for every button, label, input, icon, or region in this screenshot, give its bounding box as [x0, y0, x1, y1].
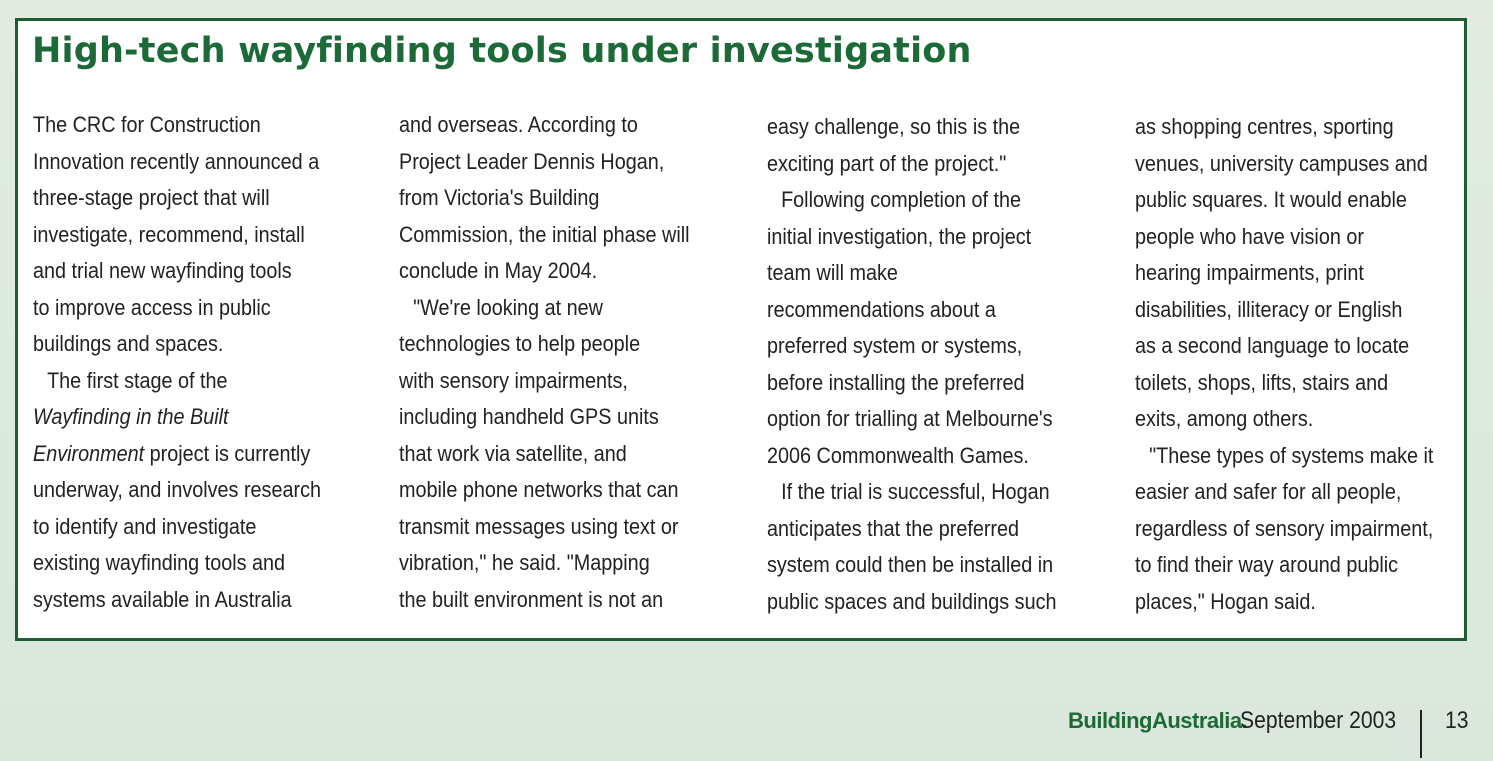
text-line: buildings and spaces. [33, 331, 224, 356]
text-line: anticipates that the preferred [767, 515, 1020, 541]
text-line: 2006 Commonwealth Games. [767, 442, 1029, 468]
text-line: disabilities, illiteracy or English [1135, 296, 1403, 322]
issue-date: September 2003 [1240, 707, 1397, 734]
article-column-2 [399, 107, 707, 618]
text-line: initial investigation, the project [767, 223, 1032, 249]
text-line: Project Leader Dennis Hogan, [399, 148, 665, 174]
footer-divider [1420, 710, 1422, 758]
text-line: that work via satellite, and [399, 440, 627, 466]
text-line: including handheld GPS units [399, 404, 659, 429]
text-line: transmit messages using text or [399, 513, 679, 539]
text-line: preferred system or systems, [767, 333, 1023, 358]
article-headline: High-tech wayfinding tools under investigation [32, 31, 972, 71]
text-line: "We're looking at new [413, 294, 603, 320]
text-line: The first stage of the [47, 367, 228, 393]
text-line: exciting part of the project." [767, 150, 1007, 176]
text-line: easy challenge, so this is the [767, 114, 1021, 139]
text-line: technologies to help people [399, 331, 641, 356]
text-line: Commission, the initial phase will [399, 221, 690, 247]
text-line: vibration," he said. "Mapping [399, 550, 650, 575]
text-line: system could then be installed in [767, 552, 1054, 577]
text-line: from Victoria's Building [399, 185, 600, 210]
text-fragment: project is currently [144, 440, 311, 466]
text-line: public squares. It would enable [1135, 187, 1407, 212]
text-line: systems available in Australia [33, 586, 292, 612]
page-number: 13 [1445, 707, 1469, 734]
text-line: investigate, recommend, install [33, 221, 305, 247]
text-line: underway, and involves research [33, 477, 321, 502]
text-line: to improve access in public [33, 294, 271, 320]
text-line: as shopping centres, sporting [1135, 114, 1394, 139]
text-line: before installing the preferred [767, 369, 1025, 395]
text-line: with sensory impairments, [399, 367, 628, 393]
text-line-italic: Wayfinding in the Built [33, 404, 229, 429]
text-line: toilets, shops, lifts, stairs and [1135, 369, 1389, 395]
text-line: to identify and investigate [33, 513, 257, 539]
text-line: places," Hogan said. [1135, 588, 1316, 614]
magazine-brand: BuildingAustralia. [1068, 708, 1248, 733]
text-line: option for trialling at Melbourne's [767, 406, 1053, 431]
text-line: and overseas. According to [399, 112, 638, 137]
text-line: three-stage project that will [33, 185, 270, 210]
text-line: public spaces and buildings such [767, 588, 1057, 614]
text-line: If the trial is successful, Hogan [781, 479, 1050, 504]
text-line: team will make [767, 260, 898, 285]
text-line: people who have vision or [1135, 223, 1364, 249]
text-line: recommendations about a [767, 296, 996, 322]
text-line: the built environment is not an [399, 586, 664, 612]
text-line: conclude in May 2004. [399, 258, 598, 283]
text-line: as a second language to locate [1135, 333, 1410, 358]
text-line: to find their way around public [1135, 552, 1399, 577]
article-column-4 [1135, 109, 1443, 620]
text-line: and trial new wayfinding tools [33, 258, 292, 283]
text-line: mobile phone networks that can [399, 477, 679, 502]
article-box [15, 18, 1467, 641]
text-line: Innovation recently announced a [33, 148, 320, 174]
text-line: easier and safer for all people, [1135, 479, 1402, 504]
text-line: Following completion of the [781, 187, 1022, 212]
text-line [33, 436, 341, 473]
text-line: "These types of systems make it [1149, 442, 1434, 468]
text-line: hearing impairments, print [1135, 260, 1364, 285]
text-line: exits, among others. [1135, 406, 1314, 431]
article-column-3 [767, 109, 1075, 620]
italic-title-fragment: Environment [33, 440, 145, 466]
text-line: venues, university campuses and [1135, 150, 1428, 176]
article-column-1 [33, 107, 341, 618]
text-line: existing wayfinding tools and [33, 550, 286, 575]
text-line: regardless of sensory impairment, [1135, 515, 1434, 541]
text-line: The CRC for Construction [33, 112, 261, 137]
